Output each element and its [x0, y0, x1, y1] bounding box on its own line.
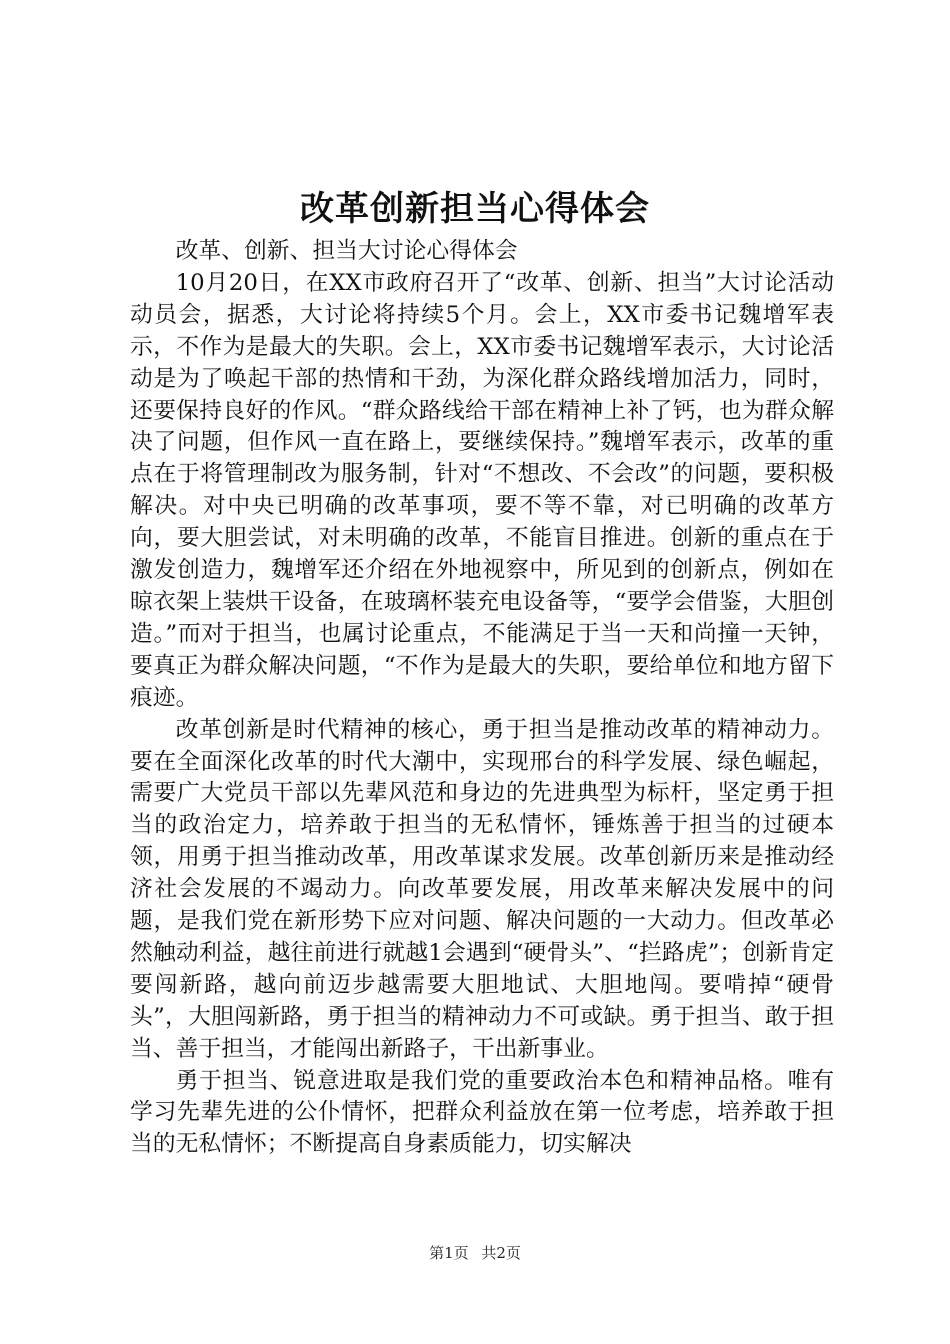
body-paragraph-3: 勇于担当、锐意进取是我们党的重要政治本色和精神品格。唯有学习先辈先进的公仆情怀，把群众利益放在第一位考虑，培养敢于担当的无私情怀；不断提高自身素质能力，切实解决: [130, 1067, 834, 1158]
document-title: 改革创新担当心得体会: [300, 189, 650, 229]
body-paragraph-1: 10月20日，在XX市政府召开了“改革、创新、担当”大讨论活动动员会，据悉，大讨论将持续5个月。会上，XX市委书记魏增军表示，不作为是最大的失职。会上，XX市委书记魏增军表示，大讨论活动是为了唤起干部的热情和干劲，为深化群众路线增加活力，同时，还要保持良好的作风。“群众路线给干部在精神上补了钙，也为群众解决了问题，但作风一直在路上，要继续保持。”魏增军表示，改革的重点在于将管理制改为服务制，针对“不想改、不会改”的问题，要积极解决。对中央已明确的改革事项，要不等不靠，对已明确的改革方向，要大胆尝试，对未明确的改革，不能盲目推进。创新的重点在于激发创造力，魏增军还介绍在外地视察中，所见到的创新点，例如在晾衣架上装烘干设备，在玻璃杯装充电设备等，“要学会借鉴，大胆创造。”而对于担当，也属讨论重点，不能满足于当一天和尚撞一天钟，要真正为群众解决问题，“不作为是最大的失职，要给单位和地方留下痕迹。: [130, 269, 834, 711]
subtitle-paragraph: 改革、创新、担当大讨论心得体会: [175, 238, 518, 264]
page-footer: [0, 1240, 950, 1266]
document-body: [130, 236, 834, 1161]
page-total: 共2页: [481, 1244, 521, 1262]
page-number: 第1页: [429, 1244, 469, 1262]
body-paragraph-2: 改革创新是时代精神的核心，勇于担当是推动改革的精神动力。要在全面深化改革的时代大潮中，实现邢台的科学发展、绿色崛起，需要广大党员干部以先辈风范和身边的先进典型为标杆，坚定勇于担当的政治定力，培养敢于担当的无私情怀，锤炼善于担当的过硬本领，用勇于担当推动改革，用改革谋求发展。改革创新历来是推动经济社会发展的不竭动力。向改革要发展，用改革来解决发展中的问题，是我们党在新形势下应对问题、解决问题的一大动力。但改革必然触动利益，越往前进行就越1会遇到“硬骨头”、“拦路虎”；创新肯定要闯新路，越向前迈步越需要大胆地试、大胆地闯。要啃掉“硬骨头”，大胆闯新路，勇于担当的精神动力不可或缺。勇于担当、敢于担当、善于担当，才能闯出新路子，干出新事业。: [130, 716, 834, 1062]
